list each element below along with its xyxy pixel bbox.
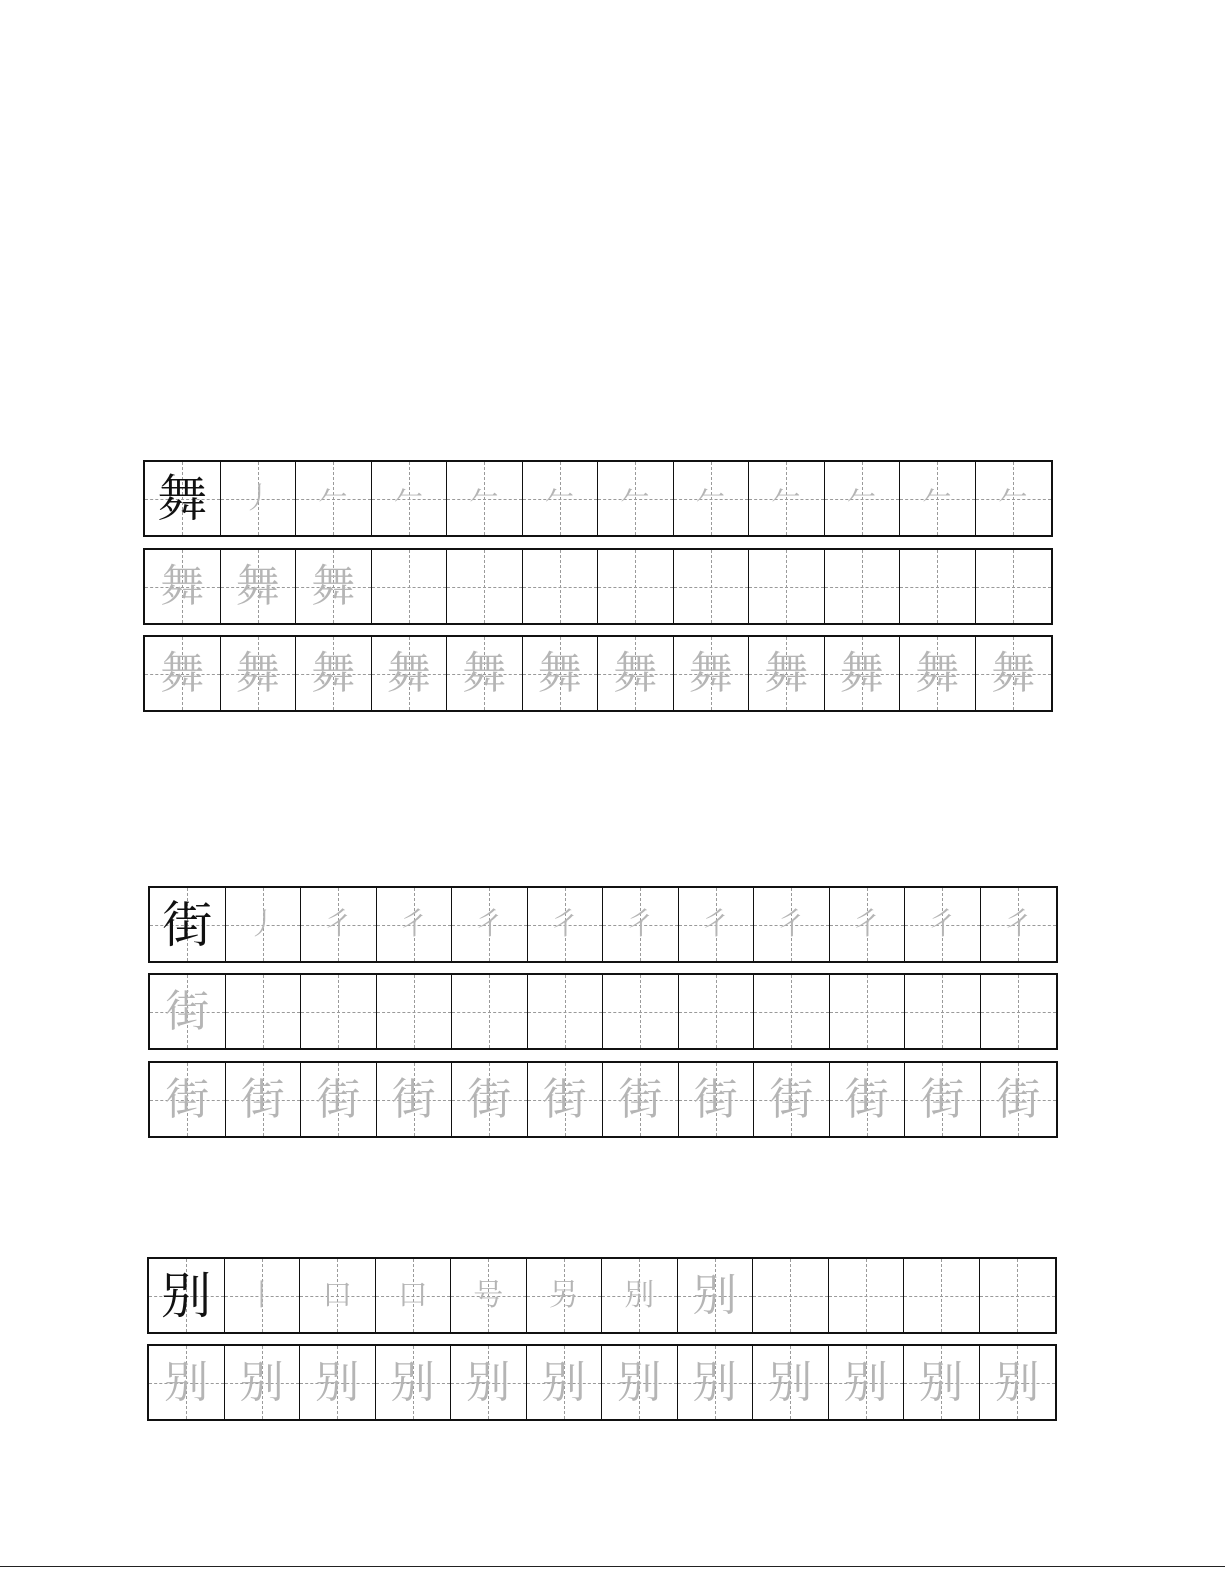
stroke-step: 彳	[323, 906, 354, 942]
grid-cell	[150, 975, 226, 1048]
grid-cell	[678, 1346, 754, 1419]
model-character: 别	[161, 1266, 212, 1325]
grid-cell	[452, 1063, 528, 1136]
grid-cell	[904, 1346, 980, 1419]
grid-cell	[825, 462, 901, 535]
grid-cell	[900, 462, 976, 535]
trace-character: 别	[164, 1356, 209, 1408]
stroke-step: 彳	[474, 906, 505, 942]
grid-cell	[523, 462, 599, 535]
trace-character: 舞	[462, 647, 507, 699]
stroke-step: 别	[692, 1269, 737, 1321]
grid-cell	[296, 462, 372, 535]
trace-character: 舞	[613, 647, 658, 699]
grid-cell[interactable]	[679, 975, 755, 1048]
grid-cell	[754, 1063, 830, 1136]
grid-cell-model	[150, 888, 226, 961]
grid-cell	[976, 637, 1052, 710]
grid-cell[interactable]	[447, 550, 523, 623]
grid-cell	[376, 1346, 452, 1419]
stroke-step: 丨	[246, 1277, 277, 1313]
stroke-step: 彳	[625, 906, 656, 942]
grid-cell[interactable]	[377, 975, 453, 1048]
grid-cell	[976, 462, 1052, 535]
stroke-step: 丿	[247, 906, 278, 942]
trace-character: 别	[239, 1356, 284, 1408]
grid-cell	[372, 462, 448, 535]
trace-character: 街	[844, 1073, 889, 1125]
grid-cell	[981, 888, 1057, 961]
grid-cell[interactable]	[900, 550, 976, 623]
grid-cell[interactable]	[523, 550, 599, 623]
grid-cell[interactable]	[825, 550, 901, 623]
practice-row	[147, 1344, 1057, 1421]
grid-cell[interactable]	[976, 550, 1052, 623]
trace-character: 舞	[235, 647, 280, 699]
grid-cell	[372, 637, 448, 710]
grid-cell[interactable]	[904, 1259, 980, 1332]
grid-cell	[905, 888, 981, 961]
grid-cell-model	[145, 462, 221, 535]
trace-character: 舞	[537, 647, 582, 699]
stroke-step: 彳	[927, 906, 958, 942]
grid-cell[interactable]	[753, 1259, 829, 1332]
grid-cell	[226, 1063, 302, 1136]
trace-character: 别	[315, 1356, 360, 1408]
grid-cell	[221, 462, 297, 535]
grid-cell	[749, 637, 825, 710]
trace-character: 街	[618, 1073, 663, 1125]
trace-character: 舞	[160, 647, 205, 699]
grid-cell	[145, 550, 221, 623]
grid-cell	[145, 637, 221, 710]
grid-cell	[226, 888, 302, 961]
stroke-step: 𠂉	[998, 480, 1029, 516]
grid-cell	[602, 1259, 678, 1332]
trace-character: 街	[693, 1073, 738, 1125]
practice-row	[148, 886, 1058, 963]
stroke-step: 口	[322, 1277, 353, 1313]
grid-cell	[451, 1259, 527, 1332]
grid-cell	[830, 888, 906, 961]
stroke-step: 𠂉	[695, 480, 726, 516]
model-character: 街	[162, 895, 213, 954]
trace-character: 别	[995, 1356, 1040, 1408]
grid-cell[interactable]	[981, 975, 1057, 1048]
grid-cell[interactable]	[598, 550, 674, 623]
stroke-step: 𠂉	[318, 480, 349, 516]
trace-character: 舞	[915, 647, 960, 699]
grid-cell	[225, 1346, 301, 1419]
grid-cell	[451, 1346, 527, 1419]
grid-cell[interactable]	[830, 975, 906, 1048]
model-character: 舞	[157, 469, 208, 528]
practice-row	[147, 1257, 1057, 1334]
grid-cell	[753, 1346, 829, 1419]
stroke-step: 彳	[851, 906, 882, 942]
grid-cell-model	[149, 1259, 225, 1332]
trace-character: 街	[920, 1073, 965, 1125]
grid-cell	[674, 637, 750, 710]
grid-cell	[523, 637, 599, 710]
trace-character: 街	[240, 1073, 285, 1125]
grid-cell	[527, 1346, 603, 1419]
grid-cell[interactable]	[905, 975, 981, 1048]
trace-character: 街	[996, 1073, 1041, 1125]
trace-character: 别	[466, 1356, 511, 1408]
trace-character: 别	[843, 1356, 888, 1408]
grid-cell	[225, 1259, 301, 1332]
grid-cell	[300, 1259, 376, 1332]
grid-cell[interactable]	[301, 975, 377, 1048]
stroke-step: 𠂉	[771, 480, 802, 516]
trace-character: 舞	[160, 560, 205, 612]
grid-cell	[376, 1259, 452, 1332]
trace-character: 别	[692, 1356, 737, 1408]
stroke-step: 𠂉	[393, 480, 424, 516]
trace-character: 别	[541, 1356, 586, 1408]
grid-cell[interactable]	[829, 1259, 905, 1332]
grid-cell	[377, 888, 453, 961]
grid-cell	[749, 462, 825, 535]
grid-cell	[452, 888, 528, 961]
grid-cell	[528, 1063, 604, 1136]
grid-cell[interactable]	[754, 975, 830, 1048]
grid-cell	[301, 1063, 377, 1136]
trace-character: 别	[390, 1356, 435, 1408]
grid-cell	[150, 1063, 226, 1136]
trace-character: 舞	[764, 647, 809, 699]
trace-character: 别	[617, 1356, 662, 1408]
grid-cell	[679, 888, 755, 961]
grid-cell	[447, 637, 523, 710]
grid-cell	[679, 1063, 755, 1136]
stroke-step: 号	[473, 1277, 504, 1313]
trace-character: 别	[919, 1356, 964, 1408]
stroke-step: 彳	[549, 906, 580, 942]
stroke-step: 𠂉	[469, 480, 500, 516]
trace-character: 舞	[839, 647, 884, 699]
stroke-step: 彳	[398, 906, 429, 942]
trace-character: 街	[467, 1073, 512, 1125]
trace-character: 街	[165, 985, 210, 1037]
grid-cell	[149, 1346, 225, 1419]
practice-row	[143, 548, 1053, 625]
grid-cell	[528, 888, 604, 961]
grid-cell	[296, 637, 372, 710]
grid-cell	[603, 888, 679, 961]
stroke-step: 𠂉	[846, 480, 877, 516]
grid-cell	[221, 637, 297, 710]
grid-cell[interactable]	[452, 975, 528, 1048]
trace-character: 舞	[386, 647, 431, 699]
grid-cell	[301, 888, 377, 961]
trace-character: 舞	[311, 647, 356, 699]
stroke-step: 𠂉	[620, 480, 651, 516]
grid-cell[interactable]	[980, 1259, 1056, 1332]
trace-character: 街	[391, 1073, 436, 1125]
grid-cell[interactable]	[749, 550, 825, 623]
grid-cell	[377, 1063, 453, 1136]
grid-cell[interactable]	[603, 975, 679, 1048]
grid-cell	[447, 462, 523, 535]
stroke-step: 彳	[776, 906, 807, 942]
grid-cell	[598, 462, 674, 535]
stroke-step: 別	[624, 1277, 655, 1313]
practice-row	[148, 1061, 1058, 1138]
grid-cell	[527, 1259, 603, 1332]
practice-row	[143, 460, 1053, 537]
grid-cell	[678, 1259, 754, 1332]
grid-cell	[603, 1063, 679, 1136]
grid-cell[interactable]	[674, 550, 750, 623]
grid-cell[interactable]	[226, 975, 302, 1048]
stroke-step: 彳	[700, 906, 731, 942]
grid-cell	[300, 1346, 376, 1419]
grid-cell	[825, 637, 901, 710]
stroke-step: 𠂉	[544, 480, 575, 516]
trace-character: 别	[768, 1356, 813, 1408]
stroke-step: 𠂉	[922, 480, 953, 516]
grid-cell	[830, 1063, 906, 1136]
trace-character: 舞	[311, 560, 356, 612]
grid-cell	[900, 637, 976, 710]
trace-character: 舞	[991, 647, 1036, 699]
trace-character: 舞	[688, 647, 733, 699]
grid-cell	[905, 1063, 981, 1136]
page-bottom-rule	[0, 1566, 1225, 1567]
grid-cell	[981, 1063, 1057, 1136]
grid-cell	[296, 550, 372, 623]
practice-row	[148, 973, 1058, 1050]
practice-row	[143, 635, 1053, 712]
grid-cell	[754, 888, 830, 961]
grid-cell	[221, 550, 297, 623]
trace-character: 街	[769, 1073, 814, 1125]
grid-cell	[829, 1346, 905, 1419]
grid-cell	[674, 462, 750, 535]
grid-cell[interactable]	[372, 550, 448, 623]
stroke-step: 彳	[1003, 906, 1034, 942]
stroke-step: 另	[548, 1277, 579, 1313]
stroke-step: 丿	[242, 480, 273, 516]
stroke-step: 口	[397, 1277, 428, 1313]
trace-character: 舞	[235, 560, 280, 612]
trace-character: 街	[542, 1073, 587, 1125]
grid-cell	[602, 1346, 678, 1419]
trace-character: 街	[165, 1073, 210, 1125]
grid-cell	[598, 637, 674, 710]
grid-cell	[980, 1346, 1056, 1419]
trace-character: 街	[316, 1073, 361, 1125]
grid-cell[interactable]	[528, 975, 604, 1048]
